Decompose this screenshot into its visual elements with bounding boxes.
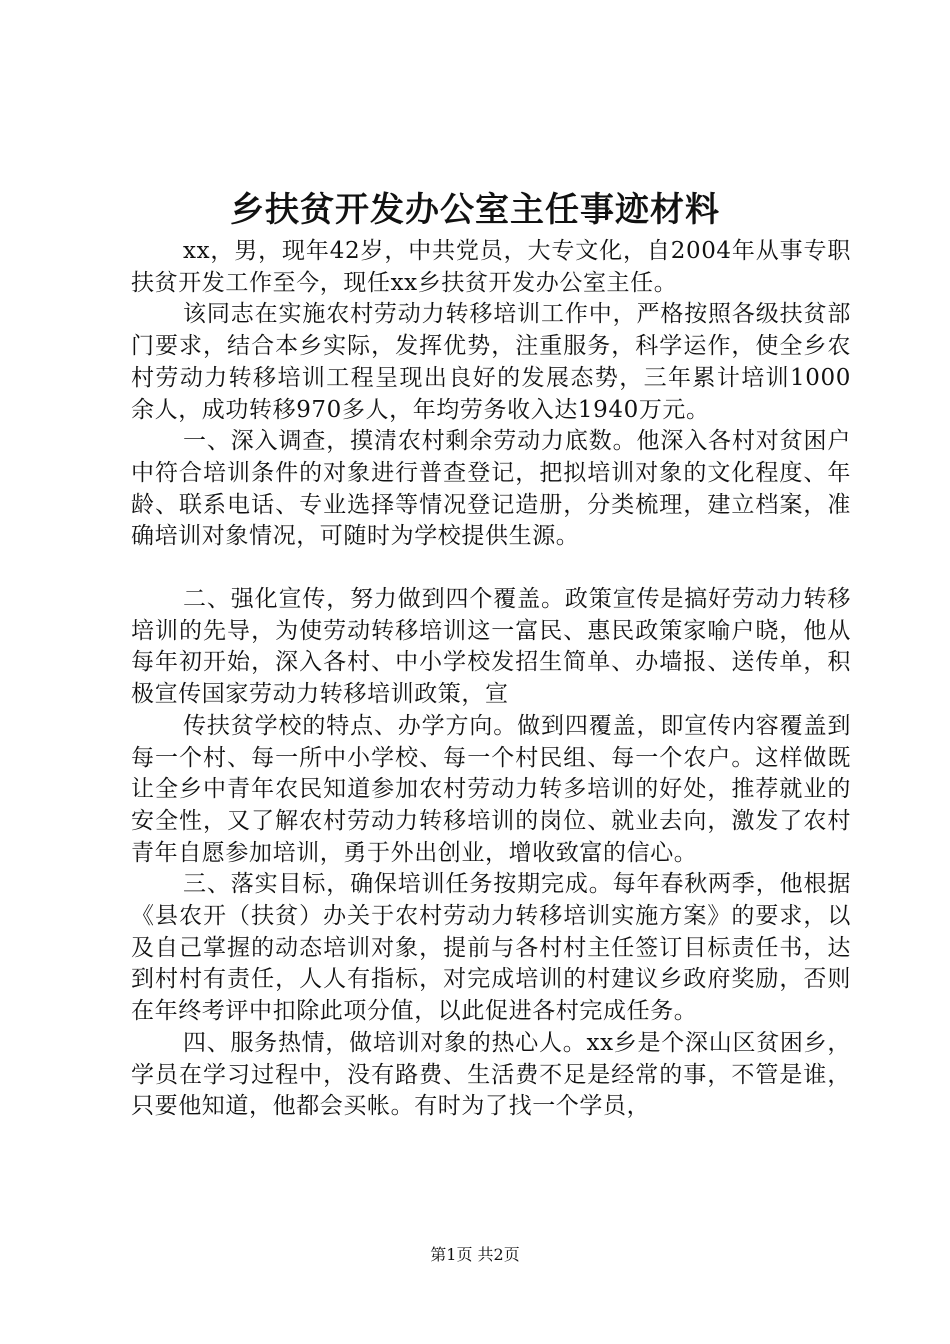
- paragraph-summary: 该同志在实施农村劳动力转移培训工作中，严格按照各级扶贫部门要求，结合本乡实际，发挥优势，注重服务，科学运作，使全乡农村劳动力转移培训工程呈现出良好的发展态势，三年累计培训1000余人，成功转移970多人，年均劳务收入达1940万元。: [131, 301, 851, 423]
- paragraph-section-1: 一、深入调查，摸清农村剩余劳动力底数。他深入各村对贫困户中符合培训条件的对象进行普查登记，把拟培训对象的文化程度、年龄、联系电话、专业选择等情况登记造册，分类梳理，建立档案，准确培训对象情况，可随时为学校提供生源。: [131, 428, 851, 550]
- paragraph-section-3: 三、落实目标，确保培训任务按期完成。每年春秋两季，他根据《县农开（扶贫）办关于农村劳动力转移培训实施方案》的要求，以及自己掌握的动态培训对象，提前与各村村主任签订目标责任书，达到村村有责任，人人有指标，对完成培训的村建议乡政府奖励，否则在年终考评中扣除此项分值，以此促进各村完成任务。: [131, 871, 851, 1025]
- document-title: 乡扶贫开发办公室主任事迹材料: [230, 190, 720, 230]
- paragraph-section-2: 二、强化宣传，努力做到四个覆盖。政策宣传是搞好劳动力转移培训的先导，为使劳动转移培训这一富民、惠民政策家喻户晓，他从每年初开始，深入各村、中小学校发招生简单、办墙报、送传单，积极宣传国家劳动力转移培训政策，宣: [131, 586, 851, 708]
- paragraph-section-4: 四、服务热情，做培训对象的热心人。xx乡是个深山区贫困乡，学员在学习过程中，没有路费、生活费不足是经常的事，不管是谁，只要他知道，他都会买帐。有时为了找一个学员，: [131, 1029, 851, 1120]
- document-body: [131, 236, 851, 1123]
- paragraph-section-2-continued: 传扶贫学校的特点、办学方向。做到四覆盖，即宣传内容覆盖到每一个村、每一所中小学校、每一个村民组、每一个农户。这样做既让全乡中青年农民知道参加农村劳动力转多培训的好处，推荐就业的安全性，又了解农村劳动力转移培训的岗位、就业去向，激发了农村青年自愿参加培训，勇于外出创业，增收致富的信心。: [131, 712, 851, 866]
- paragraph-intro: xx，男，现年42岁，中共党员，大专文化，自2004年从事专职扶贫开发工作至今，现任xx乡扶贫开发办公室主任。: [131, 238, 851, 296]
- page-number-footer: 第1页 共2页: [430, 1245, 520, 1264]
